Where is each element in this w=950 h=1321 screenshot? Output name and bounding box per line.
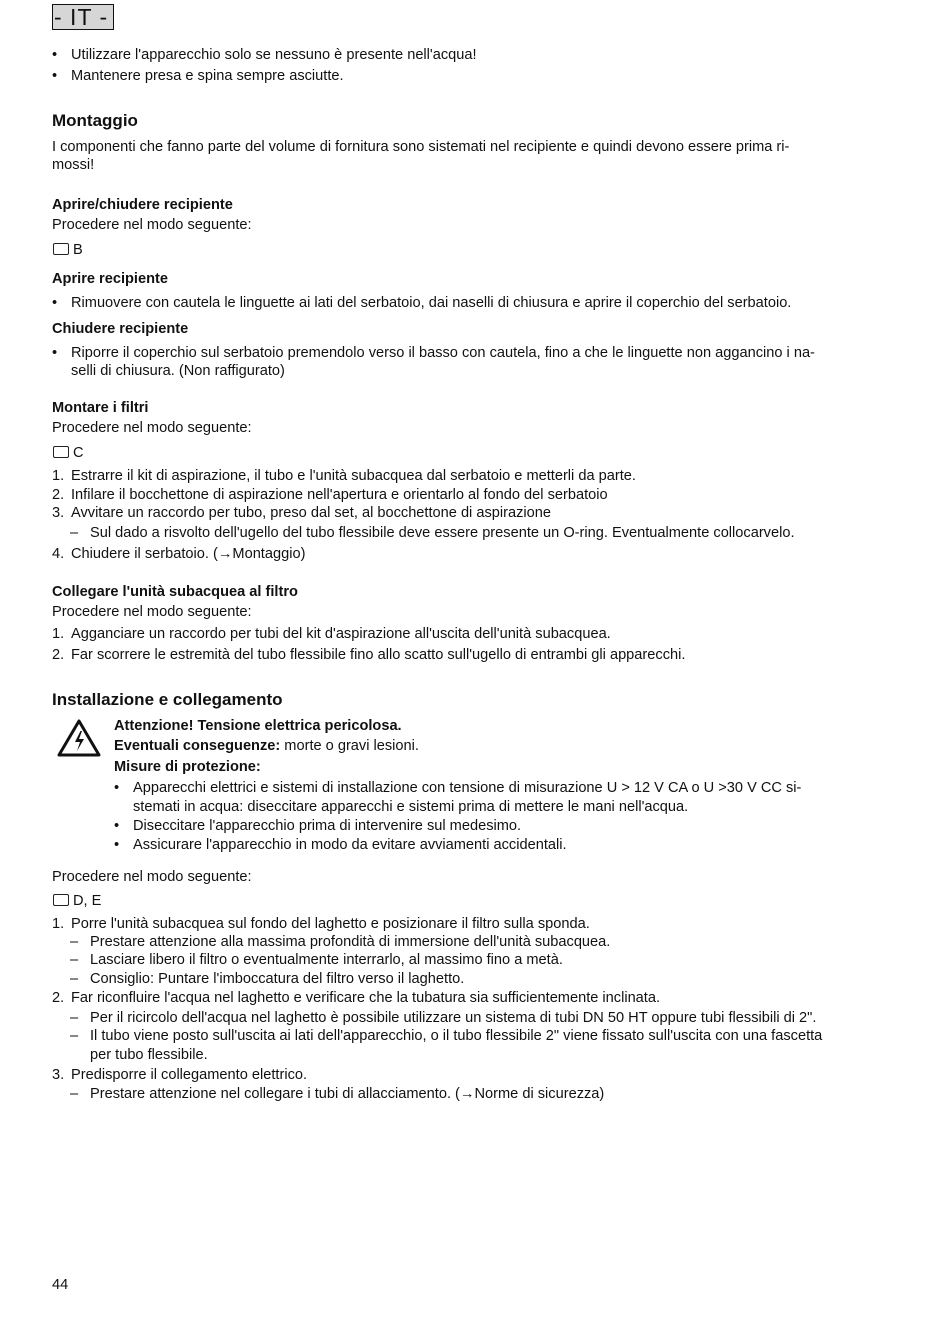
procedure-intro: Procedere nel modo seguente:	[52, 420, 252, 436]
step-item: 2. Far riconfluire l'acqua nel laghetto e verificare che la tubatura sia sufficientemente inclinata.	[52, 990, 661, 1006]
bullet-icon: •	[52, 345, 58, 361]
procedure-intro: Procedere nel modo seguente:	[52, 604, 252, 620]
subsection-title-connect: Collegare l'unità subacquea al filtro	[52, 584, 298, 600]
step-item: 2. Far scorrere le estremità del tubo flessibile fino allo scatto sull'ugello di entrambi gli apparecchi.	[52, 647, 686, 663]
list-item: • Riporre il coperchio sul serbatoio premendolo verso il basso con cautela, fino a che le linguette non aggancino i na-	[52, 345, 815, 361]
dash-icon: –	[70, 934, 79, 950]
section-title-installation: Installazione e collegamento	[52, 690, 283, 709]
procedure-intro: Procedere nel modo seguente:	[52, 217, 252, 233]
step-item: 3. Predisporre il collegamento elettrico.	[52, 1067, 308, 1083]
subsection-title-open: Aprire recipiente	[52, 271, 168, 287]
list-item: • Mantenere presa e spina sempre asciutte.	[52, 68, 344, 84]
page-number: 44	[52, 1277, 69, 1293]
figure-reference: B	[52, 241, 352, 260]
bullet-icon: •	[52, 68, 58, 84]
step-item: 4. Chiudere il serbatoio. (→Montaggio)	[52, 546, 306, 562]
dash-icon: –	[70, 1010, 79, 1026]
electric-hazard-icon	[57, 719, 101, 757]
dash-icon: –	[70, 952, 79, 968]
list-item: • Apparecchi elettrici e sistemi di installazione con tensione di misurazione U > 12 V CA o U >30 V CC si-	[114, 780, 802, 796]
montaggio-text-line-2: mossi!	[52, 157, 95, 173]
dash-icon: –	[70, 1028, 79, 1044]
warning-consequences: Eventuali conseguenze: morte o gravi lesioni.	[114, 738, 419, 754]
step-item: 1. Agganciare un raccordo per tubi del kit d'aspirazione all'uscita dell'unità subacquea.	[52, 626, 611, 642]
bullet-icon: •	[52, 47, 58, 63]
sub-step-item: – Per il ricircolo dell'acqua nel laghetto è possibile utilizzare un sistema di tubi DN 50 HT oppure tubi flessibili di 2".	[70, 1010, 817, 1026]
list-item: • Diseccitare l'apparecchio prima di intervenire sul medesimo.	[114, 818, 522, 834]
step-item: 2. Infilare il bocchettone di aspirazione nell'apertura e orientarlo al fondo del serbatoio	[52, 487, 608, 503]
bullet-icon: •	[52, 295, 58, 311]
figure-icon	[53, 894, 69, 906]
sub-step-item: – Lasciare libero il filtro o eventualmente interrarlo, al massimo fino a metà.	[70, 952, 563, 968]
sub-step-item: – Prestare attenzione alla massima profondità di immersione dell'unità subacquea.	[70, 934, 611, 950]
list-item: • Rimuovere con cautela le linguette ai lati del serbatoio, dai naselli di chiusura e aprire il coperchio del serbatoio.	[52, 295, 792, 311]
language-tag: - IT -	[52, 4, 114, 30]
subsection-title-close: Chiudere recipiente	[52, 321, 189, 337]
bullet-icon: •	[114, 780, 120, 796]
warning-title: Attenzione! Tensione elettrica pericolosa.	[114, 718, 402, 734]
subsection-title-open-close: Aprire/chiudere recipiente	[52, 197, 233, 213]
sub-step-item: – Prestare attenzione nel collegare i tubi di allacciamento. (→Norme di sicurezza)	[70, 1086, 605, 1102]
figure-reference: C	[52, 444, 352, 463]
section-title-montaggio: Montaggio	[52, 111, 138, 130]
list-item: • Assicurare l'apparecchio in modo da evitare avviamenti accidentali.	[114, 837, 567, 853]
list-item-continuation: selli di chiusura. (Non raffigurato)	[71, 363, 285, 379]
dash-icon: –	[70, 1086, 79, 1102]
figure-reference: D, E	[52, 892, 352, 911]
sub-step-item: – Il tubo viene posto sull'uscita ai lati dell'apparecchio, o il tubo flessibile 2" viene fissato sull'uscita con una fascetta	[70, 1028, 823, 1044]
bullet-icon: •	[114, 818, 120, 834]
figure-icon	[53, 243, 69, 255]
dash-icon: –	[70, 971, 79, 987]
subsection-title-filters: Montare i filtri	[52, 400, 149, 416]
sub-step-item: – Consiglio: Puntare l'imboccatura del filtro verso il laghetto.	[70, 971, 465, 987]
step-item: 1. Porre l'unità subacquea sul fondo del laghetto e posizionare il filtro sulla sponda.	[52, 916, 590, 932]
dash-icon: –	[70, 525, 79, 541]
step-item: 1. Estrarre il kit di aspirazione, il tubo e l'unità subacquea dal serbatoio e metterli da parte.	[52, 468, 636, 484]
sub-step-continuation: per tubo flessibile.	[90, 1047, 208, 1063]
procedure-intro: Procedere nel modo seguente:	[52, 869, 252, 885]
step-item: 3. Avvitare un raccordo per tubo, preso dal set, al bocchettone di aspirazione	[52, 505, 551, 521]
list-item-continuation: stemati in acqua: diseccitare apparecchi e sistemi prima di mettere le mani nell'acqua.	[133, 799, 689, 815]
montaggio-text-line-1: I componenti che fanno parte del volume di fornitura sono sistemati nel recipiente e quindi devono essere prima ri-	[52, 139, 790, 155]
warning-measures-label: Misure di protezione:	[114, 759, 261, 775]
bullet-icon: •	[114, 837, 120, 853]
list-item: • Utilizzare l'apparecchio solo se nessuno è presente nell'acqua!	[52, 47, 477, 63]
figure-icon	[53, 446, 69, 458]
sub-step-item: – Sul dado a risvolto dell'ugello del tubo flessibile deve essere presente un O-ring. Eventualmente collocarvelo.	[70, 525, 795, 541]
